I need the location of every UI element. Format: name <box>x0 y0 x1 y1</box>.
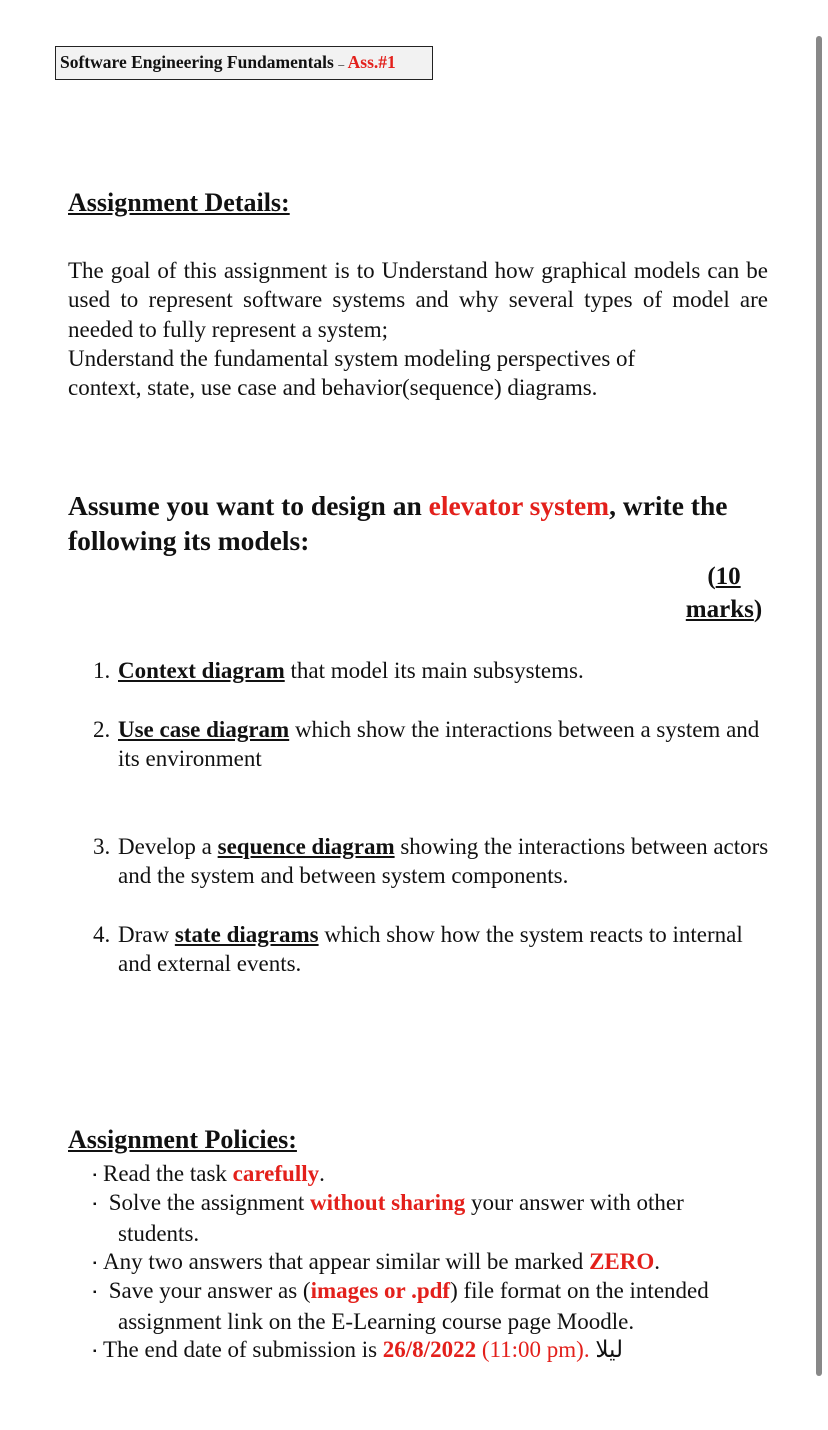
bullet-icon: ▪ <box>93 1199 97 1211</box>
question-term: state diagrams <box>174 922 319 947</box>
question-number: 4. <box>93 922 111 947</box>
assignment-details-heading: Assignment Details: <box>68 188 290 217</box>
policy-item <box>93 1335 768 1366</box>
question-item <box>93 832 773 891</box>
bullet-icon: ▪ <box>93 1287 97 1299</box>
policy-highlight: ZERO <box>589 1249 655 1274</box>
task-prefix: Assume you want to design an <box>68 490 429 521</box>
policy-text: Read the task <box>103 1161 233 1186</box>
policy-item <box>93 1188 768 1249</box>
marks-label <box>669 560 779 626</box>
marks-close-paren: ) <box>753 596 763 623</box>
question-post: which show the interactions between a system and its environment <box>118 717 760 772</box>
course-header-box <box>55 46 433 80</box>
intro-perspectives-line-2: context, state, use case and behavior(sequence) diagrams. <box>68 375 598 401</box>
question-term: Use case diagram <box>118 717 290 742</box>
policy-highlight: images or .pdf <box>310 1278 451 1303</box>
question-post: showing the interactions between actors and the system and between system components. <box>118 834 769 889</box>
question-term: sequence diagram <box>217 834 395 859</box>
bullet-icon: ▪ <box>93 1170 97 1182</box>
intro-goal-paragraph: The goal of this assignment is to Understand how graphical models can be used to represent software systems and why several types of model are needed to fully represent a system; <box>68 258 768 342</box>
policy-text: Any two answers that appear similar will be marked <box>103 1249 590 1274</box>
policy-highlight: without sharing <box>309 1190 466 1215</box>
submission-date: 26/8/2022 <box>382 1337 477 1362</box>
marks-number: 10 <box>715 563 741 590</box>
question-item <box>93 920 773 979</box>
task-highlight: elevator system <box>428 490 610 521</box>
policy-item <box>93 1159 768 1190</box>
question-post: that model its main subsystems. <box>284 658 584 683</box>
assignment-intro <box>68 256 768 402</box>
policy-text-end: . <box>319 1161 325 1186</box>
question-number: 2. <box>93 717 111 742</box>
policy-text: Solve the assignment <box>103 1190 310 1215</box>
question-item <box>93 656 773 685</box>
marks-word: marks <box>685 596 754 623</box>
assignment-number: Ass.#1 <box>347 52 396 72</box>
policy-text-end: . <box>654 1249 660 1274</box>
bullet-icon: ▪ <box>93 1258 97 1270</box>
question-post: which show how the system reacts to internal and external events. <box>118 922 743 977</box>
policy-item <box>93 1247 768 1278</box>
question-pre: Draw <box>118 922 175 947</box>
policy-item <box>93 1276 768 1337</box>
question-number: 3. <box>93 834 111 859</box>
course-title: Software Engineering Fundamentals <box>60 52 334 72</box>
submission-time: (11:00 pm). <box>476 1337 590 1362</box>
task-suffix: , write the following its models: <box>68 490 728 556</box>
question-pre: Develop a <box>118 834 218 859</box>
vertical-scrollbar[interactable] <box>816 36 822 1376</box>
intro-perspectives-line-1: Understand the fundamental system modeling perspectives of <box>68 345 636 371</box>
policy-continuation: assignment link on the E-Learning course page Moodle. <box>118 1309 635 1335</box>
marks-open-paren: ( <box>707 563 716 590</box>
policy-text-end: your answer with other <box>465 1190 684 1215</box>
policy-highlight: carefully <box>232 1161 320 1186</box>
submission-arabic-note: ليلا <box>589 1337 623 1362</box>
policy-text: Save your answer as ( <box>103 1278 311 1303</box>
policy-text: The end date of submission is <box>103 1337 383 1362</box>
question-item <box>93 715 773 774</box>
task-statement <box>68 488 768 558</box>
assignment-policies-heading: Assignment Policies: <box>68 1125 297 1154</box>
policy-continuation: students. <box>118 1221 200 1247</box>
question-term: Context diagram <box>118 658 285 683</box>
header-dash: – <box>338 57 345 71</box>
policy-text-end: ) file format on the intended <box>450 1278 709 1303</box>
bullet-icon: ▪ <box>93 1346 97 1358</box>
question-number: 1. <box>93 658 111 683</box>
